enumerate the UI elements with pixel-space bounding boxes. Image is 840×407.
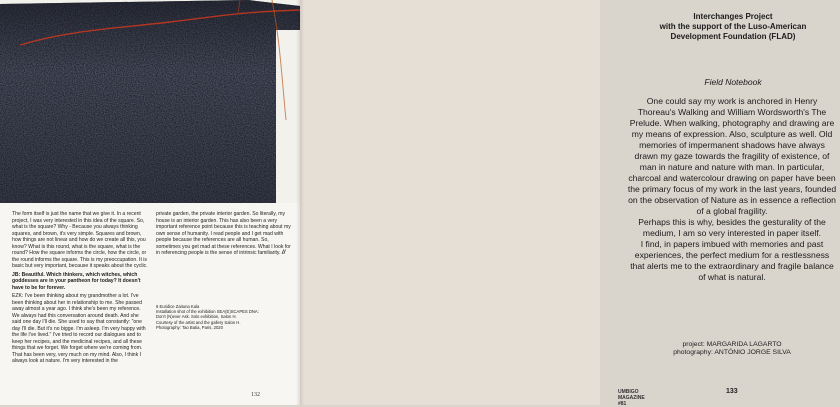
caption-line: Don't (N)ever Ask. Solo exhibition, Salon H. bbox=[156, 314, 237, 320]
photography-credit: photography: ANTÓNIO JORGE SILVA bbox=[673, 349, 791, 357]
text-column-left bbox=[12, 211, 148, 367]
magazine-footer: UMBIGO MAGAZINE #81 bbox=[618, 389, 645, 407]
end-mark: // bbox=[281, 250, 286, 256]
caption-line: 6 Euridice Zaituna Kala bbox=[156, 304, 200, 309]
field-notebook-text bbox=[627, 96, 837, 283]
paragraph-text: private garden, the private interior garden. So literally, my house is an interior garden. This has also been a very important reference point because this is teaching about my own sense of humanity. I read people and I get mad with people because the references are all human. So, sometimes you get mad at these references. What I look for in referencing people is the sense of intrinsic familiarity. bbox=[156, 211, 291, 256]
left-page bbox=[0, 0, 300, 405]
right-page bbox=[300, 0, 837, 407]
interview-question: JB: Beautiful. Which thinkers, which witches, which goddesses are in your pantheon for today? It doesn't have to be for forever. bbox=[12, 271, 141, 291]
header-line: with the support of the Luso-American bbox=[659, 22, 807, 31]
caption-line: Photography: Tao Batia, Paris, 2020 bbox=[156, 324, 223, 330]
text-column-right bbox=[156, 211, 294, 259]
page-number-left: 132 bbox=[251, 392, 260, 398]
header-line: Interchanges Project bbox=[693, 12, 773, 21]
caption-line: Courtesy of the artist and the gallery Salon H. bbox=[156, 319, 241, 325]
page-number-right: 133 bbox=[726, 388, 738, 395]
caption-line: Installation shot of the exhibition SEA(E)SCAPES DNA: bbox=[156, 309, 259, 315]
paragraph: Perhaps this is why, besides the gesturality of the medium, I am so very interested in paper itself. bbox=[638, 217, 826, 238]
credits bbox=[627, 341, 837, 358]
paragraph bbox=[156, 211, 294, 257]
paragraph: One could say my work is anchored in Henry Thoreau's Walking and William Wordsworth's The Prelude. When walking, photography and drawing are my means of expression. Also, sculpture as well. Old memories of impermanent shadows have always drawn my gaze towards the fragility of existence, of man in nature and nature with man. In particular, charcoal and watercolour drawing on paper have been the primary focus of my work in the last years, founded on the observation of Nature as in essence a reflection of a global fragility. bbox=[627, 96, 837, 216]
paragraph: I find, in papers imbued with memories and past experiences, the perfect medium for a restlessness that alerts me to the extraordinary and fragile balance of what is natural. bbox=[630, 239, 834, 282]
section-title: Field Notebook bbox=[704, 77, 762, 87]
project-credit: project: MARGARIDA LAGARTO bbox=[682, 341, 782, 348]
header-line: Development Foundation (FLAD) bbox=[670, 32, 796, 41]
paragraph: The form itself is just the name that we give it. In a recent project, I was very interested in this idea of the square. So, what is the square? Why - Because you always thinking squares, and brown, it's very simple. Squares and brown, how things are not linear and how do we create all this, you know? What is this round, what is the square, what is the round? How the square informs the circle, how the circle, or the round informs the square. This is my preoccupation. It is basic but very important, because it speaks about the cyclic. bbox=[12, 211, 148, 269]
project-header bbox=[626, 12, 840, 42]
image-caption bbox=[156, 304, 266, 330]
paragraph: EZK: I've been thinking about my grandmother a lot. I've been thinking about her in relationship to me. She passed away almost a year ago. I think she's been my reference. We always had this conversation around death. And she said one day I'll die. She used to say that constantly: "one day I'll die. But it's no bigge. I'm asleep. I'm very happy with the life I've lived." I've tried to record our dialogues and to keep her recipes, and the medicinal recipes, and all these things that we forget. We forget where we're coming from. That has been very, very much on my mind. Also, I think I always look at nature. I'm very interested in the bbox=[12, 293, 146, 364]
artwork-photo bbox=[0, 0, 300, 203]
